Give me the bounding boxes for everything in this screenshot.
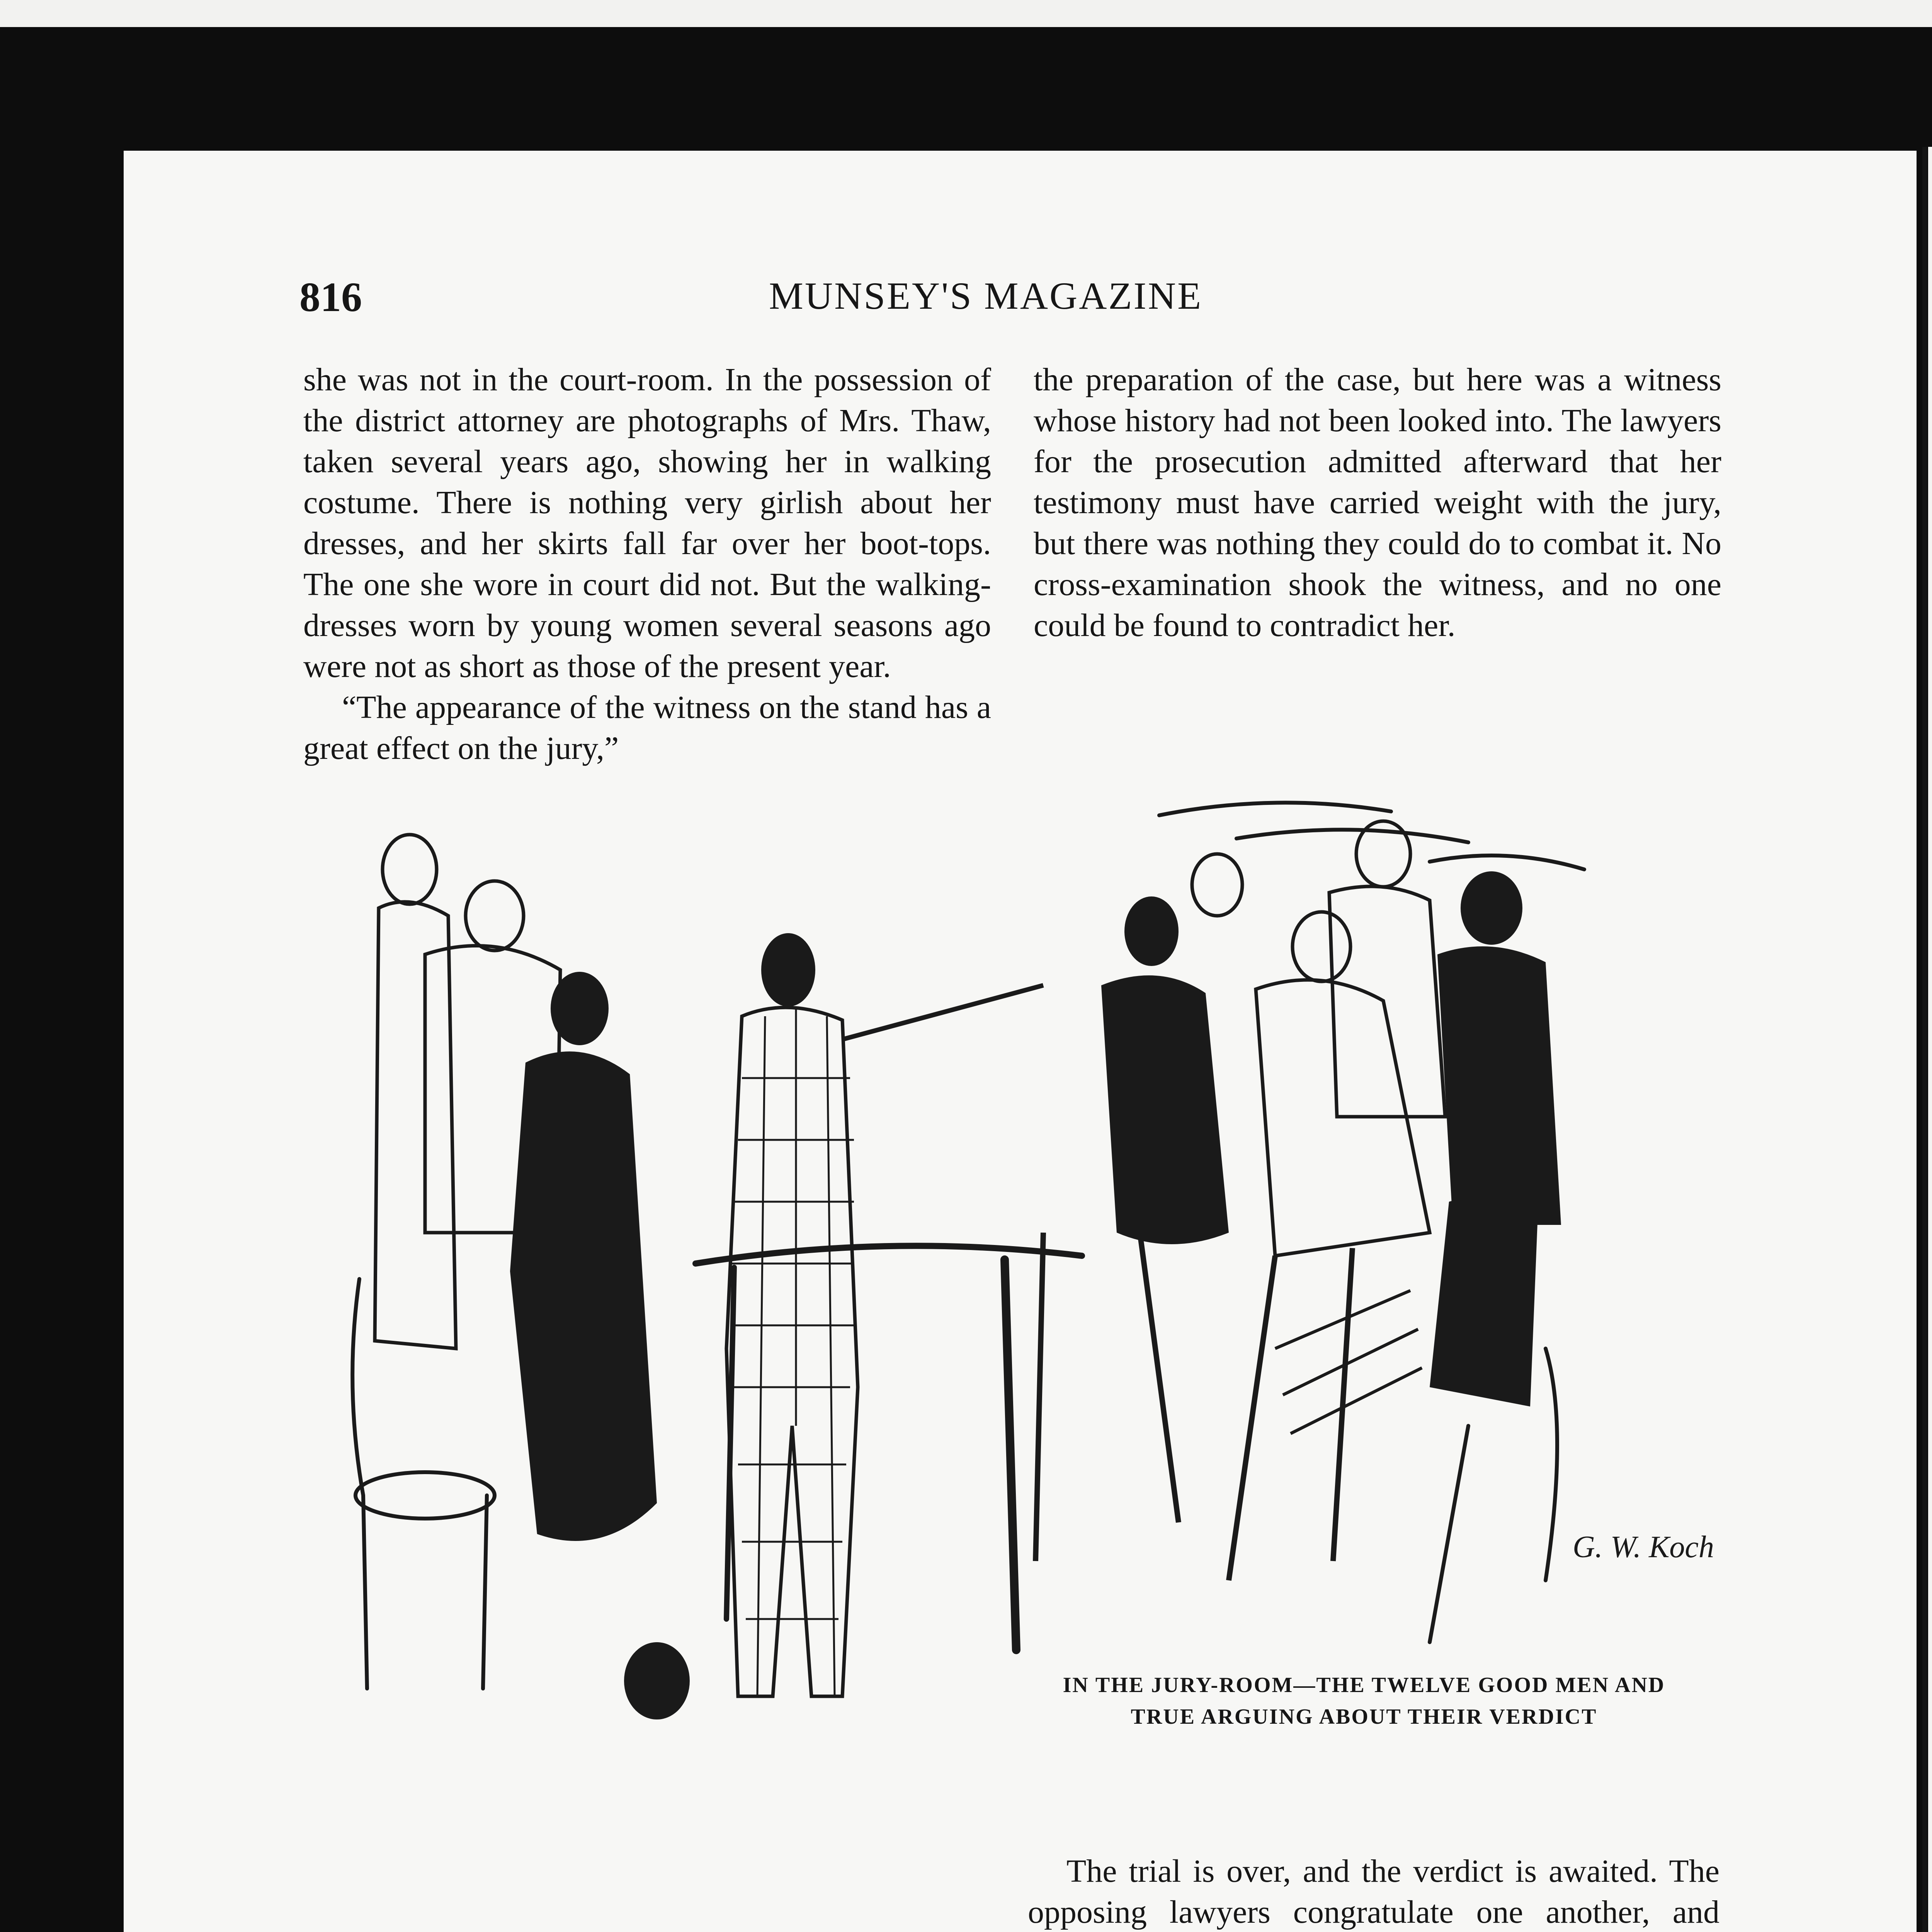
magazine-title: MUNSEY'S MAGAZINE (769, 274, 1203, 317)
artist-signature: G. W. Koch (1573, 1530, 1714, 1564)
paragraph: she was not in the court-room. In the possession of the district attorney are photographs of Mrs. Thaw, taken several years ago, showing her in walking costume. There is nothing very girlish about her dresses, and her skirts fall far over her boot-tops. The one she wore in court did not. But the walking-dresses worn by young women several seasons ago were not as short as those of the present year. (303, 362, 991, 684)
paragraph: The trial is over, and the verdict is awaited. The opposing lawyers congratulate one another, and (1028, 1853, 1719, 1930)
column-1-top (303, 359, 991, 769)
paragraph: “The appearance of the witness on the stand has a great effect on the jury,” (303, 689, 991, 766)
facing-page-edge (1928, 147, 1932, 1932)
top-page-edge (0, 0, 1932, 27)
column-2-bottom (1028, 1851, 1719, 1932)
paragraph: the preparation of the case, but here was a witness whose history had not been looked into. The lawyers for the prosecution admitted afterward that her testimony must have carried weight with the jury, but there was nothing they could do to combat it. No cross-examination shook the witness, and no one could be found to contradict her. (1034, 362, 1721, 643)
page-gutter (1922, 147, 1927, 1932)
column-2-top (1034, 359, 1721, 646)
page-number: 816 (299, 274, 362, 320)
illustration-caption: IN THE JURY-ROOM—THE TWELVE GOOD MEN AND TRUE ARGUING ABOUT THEIR VERDICT (1063, 1673, 1665, 1729)
